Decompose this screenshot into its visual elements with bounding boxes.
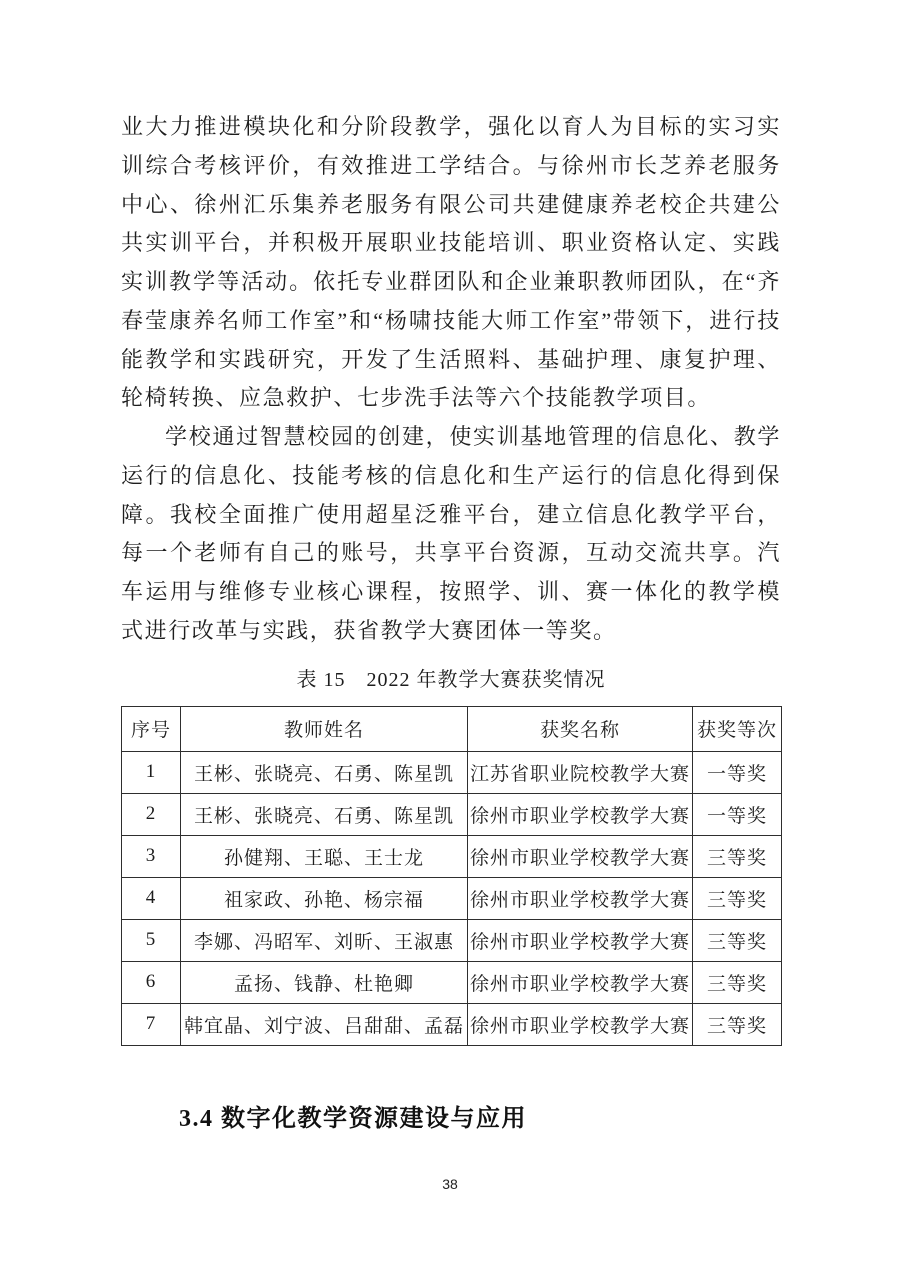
paragraph-practical-training: 业大力推进模块化和分阶段教学，强化以育人为目标的实习实训综合考核评价，有效推进工学结合。与徐州市长芝养老服务中心、徐州汇乐集养老服务有限公司共建健康养老校企共建公共实训平台，并积极开展职业技能培训、职业资格认定、实践实训教学等活动。依托专业群团队和企业兼职教师团队，在“齐春莹康养名师工作室”和“杨啸技能大师工作室”带领下，进行技能教学和实践研究，开发了生活照料、基础护理、康复护理、轮椅转换、应急救护、七步洗手法等六个技能教学项目。: [121, 114, 781, 411]
cell-index: 4: [122, 877, 181, 919]
column-header-award-name: 获奖名称: [468, 706, 693, 751]
awards-table: [121, 706, 782, 1046]
cell-award-rank: 三等奖: [693, 919, 782, 961]
table-header-row: [122, 706, 782, 751]
table-row: [122, 751, 782, 793]
cell-award-rank: 一等奖: [693, 793, 782, 835]
cell-teacher-names: 韩宜晶、刘宁波、吕甜甜、孟磊: [181, 1003, 468, 1045]
section-heading-3-4: 3.4 数字化教学资源建设与应用: [179, 1105, 527, 1132]
page-number: 38: [442, 1176, 458, 1192]
cell-teacher-names: 祖家政、孙艳、杨宗福: [181, 877, 468, 919]
cell-index: 7: [122, 1003, 181, 1045]
table-row: [122, 877, 782, 919]
cell-index: 3: [122, 835, 181, 877]
cell-award-rank: 三等奖: [693, 961, 782, 1003]
cell-award-name: 徐州市职业学校教学大赛: [468, 961, 693, 1003]
cell-index: 1: [122, 751, 181, 793]
cell-award-rank: 三等奖: [693, 1003, 782, 1045]
cell-award-name: 徐州市职业学校教学大赛: [468, 835, 693, 877]
column-header-teacher-names: 教师姓名: [181, 706, 468, 751]
cell-teacher-names: 孙健翔、王聪、王士龙: [181, 835, 468, 877]
table-row: [122, 1003, 782, 1045]
cell-teacher-names: 孟扬、钱静、杜艳卿: [181, 961, 468, 1003]
cell-index: 6: [122, 961, 181, 1003]
column-header-award-rank: 获奖等次: [693, 706, 782, 751]
table-caption: 表 15 2022 年教学大赛获奖情况: [296, 668, 606, 691]
cell-award-rank: 一等奖: [693, 751, 782, 793]
cell-award-rank: 三等奖: [693, 835, 782, 877]
paragraph-smart-campus: 学校通过智慧校园的创建，使实训基地管理的信息化、教学运行的信息化、技能考核的信息化和生产运行的信息化得到保障。我校全面推广使用超星泛雅平台，建立信息化教学平台，每一个老师有自己的账号，共享平台资源，互动交流共享。汽车运用与维修专业核心课程，按照学、训、赛一体化的教学模式进行改革与实践，获省教学大赛团体一等奖。: [121, 424, 781, 643]
cell-award-name: 江苏省职业院校教学大赛: [468, 751, 693, 793]
cell-teacher-names: 李娜、冯昭军、刘昕、王淑惠: [181, 919, 468, 961]
cell-award-name: 徐州市职业学校教学大赛: [468, 1003, 693, 1045]
column-header-index: 序号: [122, 706, 181, 751]
cell-award-name: 徐州市职业学校教学大赛: [468, 877, 693, 919]
cell-teacher-names: 王彬、张晓亮、石勇、陈星凯: [181, 793, 468, 835]
page-content: [121, 108, 781, 1136]
table-row: [122, 919, 782, 961]
cell-teacher-names: 王彬、张晓亮、石勇、陈星凯: [181, 751, 468, 793]
cell-award-rank: 三等奖: [693, 877, 782, 919]
table-row: [122, 961, 782, 1003]
table-row: [122, 835, 782, 877]
cell-index: 2: [122, 793, 181, 835]
table-row: [122, 793, 782, 835]
cell-award-name: 徐州市职业学校教学大赛: [468, 919, 693, 961]
cell-index: 5: [122, 919, 181, 961]
cell-award-name: 徐州市职业学校教学大赛: [468, 793, 693, 835]
